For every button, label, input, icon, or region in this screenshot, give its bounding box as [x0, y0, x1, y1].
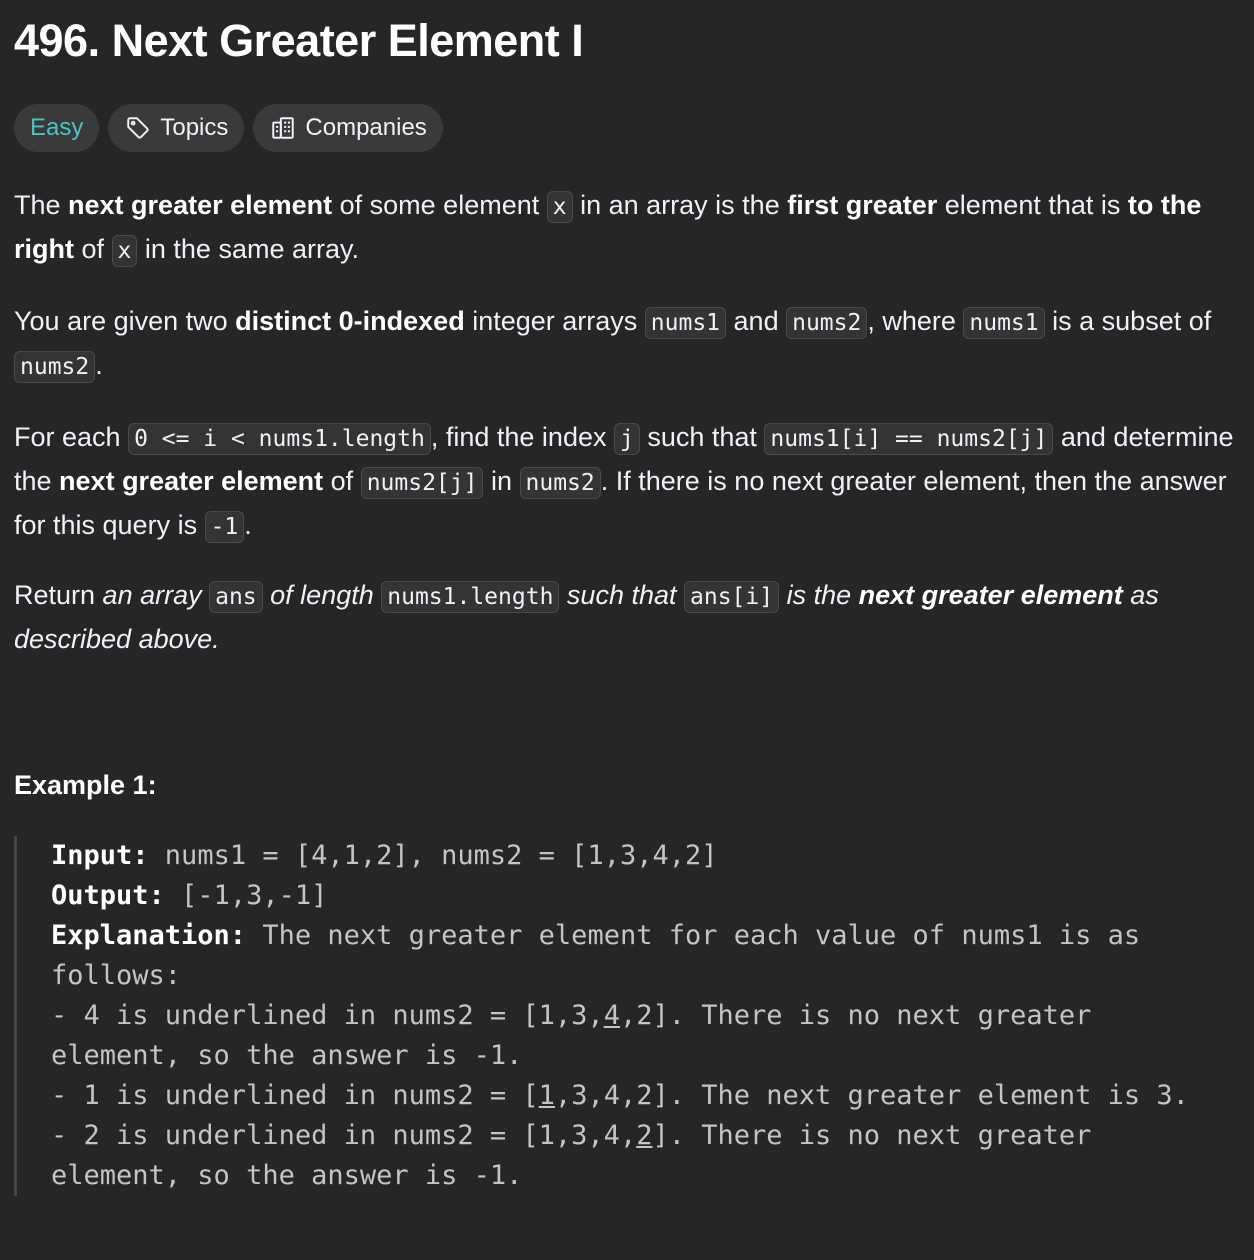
text-run: of some element [332, 190, 547, 220]
difficulty-badge[interactable] [14, 104, 99, 152]
text-run: You are given two [14, 306, 236, 336]
bullet-text-before: - 1 is underlined in nums2 = [ [51, 1080, 539, 1111]
text-run: element that is [937, 190, 1128, 220]
underlined-value: 4 [603, 1000, 620, 1031]
text-run: . If there is no next greater element, then the answer for this query is [14, 466, 1227, 540]
text-run: and determine the [14, 422, 1234, 496]
example-output-line [51, 876, 1234, 916]
italic-text: of length [262, 580, 382, 610]
underlined-value: 1 [538, 1080, 555, 1111]
inline-code: nums2 [14, 351, 95, 383]
topics-label: Topics [160, 114, 229, 141]
underlined-value: 2 [636, 1120, 653, 1151]
difficulty-label: Easy [30, 114, 84, 141]
inline-code: nums2 [786, 307, 867, 339]
bold-italic-text: next greater element [858, 580, 1123, 610]
explanation-bullet [51, 1076, 1234, 1116]
bullet-text-before: - 4 is underlined in nums2 = [1,3, [51, 1000, 604, 1031]
bold-text: to the right [14, 190, 1202, 264]
inline-code: nums1[i] == nums2[j] [764, 423, 1053, 455]
inline-code: j [614, 423, 640, 455]
output-label: Output: [51, 880, 165, 911]
explanation-label: Explanation: [51, 920, 247, 951]
inline-code: x [112, 235, 138, 267]
text-run: , find the index [430, 422, 614, 452]
input-label: Input: [51, 840, 149, 871]
companies-label: Companies [305, 114, 427, 141]
example-explanation-line [51, 916, 1234, 996]
explanation-bullet [51, 996, 1234, 1076]
italic-text: as described above. [14, 580, 1159, 654]
text-run: and [726, 306, 787, 336]
bullet-text-after: ,3,4,2]. The next greater element is 3. [554, 1080, 1189, 1111]
text-run: , where [867, 306, 964, 336]
text-run: . [95, 350, 103, 380]
text-run: in the same array. [137, 234, 359, 264]
text-run: The [14, 190, 69, 220]
bullet-text-after: ,2]. There is no next greater element, so the answer is -1. [51, 1000, 1108, 1071]
tag-icon [124, 114, 152, 142]
bullet-text-before: - 2 is underlined in nums2 = [1,3,4, [51, 1120, 637, 1151]
inline-code: nums2[j] [361, 467, 484, 499]
inline-code: nums1 [645, 307, 726, 339]
building-icon [269, 114, 297, 142]
bold-text: distinct 0-indexed [235, 306, 465, 336]
example-input-line [51, 836, 1234, 876]
explanation-bullet [51, 1116, 1234, 1196]
inline-code: x [547, 191, 573, 223]
example-block [14, 836, 1234, 1196]
italic-text: is the [779, 580, 859, 610]
text-run: integer arrays [464, 306, 645, 336]
tag-bar [14, 104, 443, 152]
companies-button[interactable] [253, 104, 442, 152]
description-paragraph-4 [14, 574, 1240, 660]
text-run: of [74, 234, 112, 264]
inline-code: ans[i] [684, 581, 779, 613]
inline-code: nums1.length [381, 581, 559, 613]
italic-text: such that [559, 580, 684, 610]
text-run: in an array is the [572, 190, 788, 220]
problem-title[interactable]: 496. Next Greater Element I [14, 15, 584, 66]
text-run: . [244, 510, 252, 540]
text-run: is a subset of [1044, 306, 1212, 336]
text-run: such that [639, 422, 765, 452]
description-paragraph-1 [14, 184, 1240, 272]
output-value: [-1,3,-1] [164, 880, 328, 911]
text-run: For each [14, 422, 129, 452]
bold-text: next greater element [59, 466, 324, 496]
bold-text: next greater element [68, 190, 333, 220]
input-value: nums1 = [4,1,2], nums2 = [1,3,4,2] [148, 840, 718, 871]
inline-code: 0 <= i < nums1.length [128, 423, 431, 455]
inline-code: -1 [205, 511, 245, 543]
text-run: of [323, 466, 361, 496]
italic-text: an array [102, 580, 210, 610]
text-run: in [483, 466, 520, 496]
description-paragraph-3 [14, 416, 1240, 548]
topics-button[interactable] [108, 104, 244, 152]
explanation-value: The next greater element for each value of nums1 is as follows: [51, 920, 1157, 991]
inline-code: nums2 [520, 467, 601, 499]
description-paragraph-2 [14, 300, 1240, 388]
inline-code: nums1 [963, 307, 1044, 339]
example-heading: Example 1: [14, 770, 157, 800]
bold-text: first greater [787, 190, 938, 220]
text-run: Return [14, 580, 103, 610]
inline-code: ans [209, 581, 263, 613]
bullet-text-after: ]. There is no next greater element, so the answer is -1. [51, 1120, 1108, 1191]
